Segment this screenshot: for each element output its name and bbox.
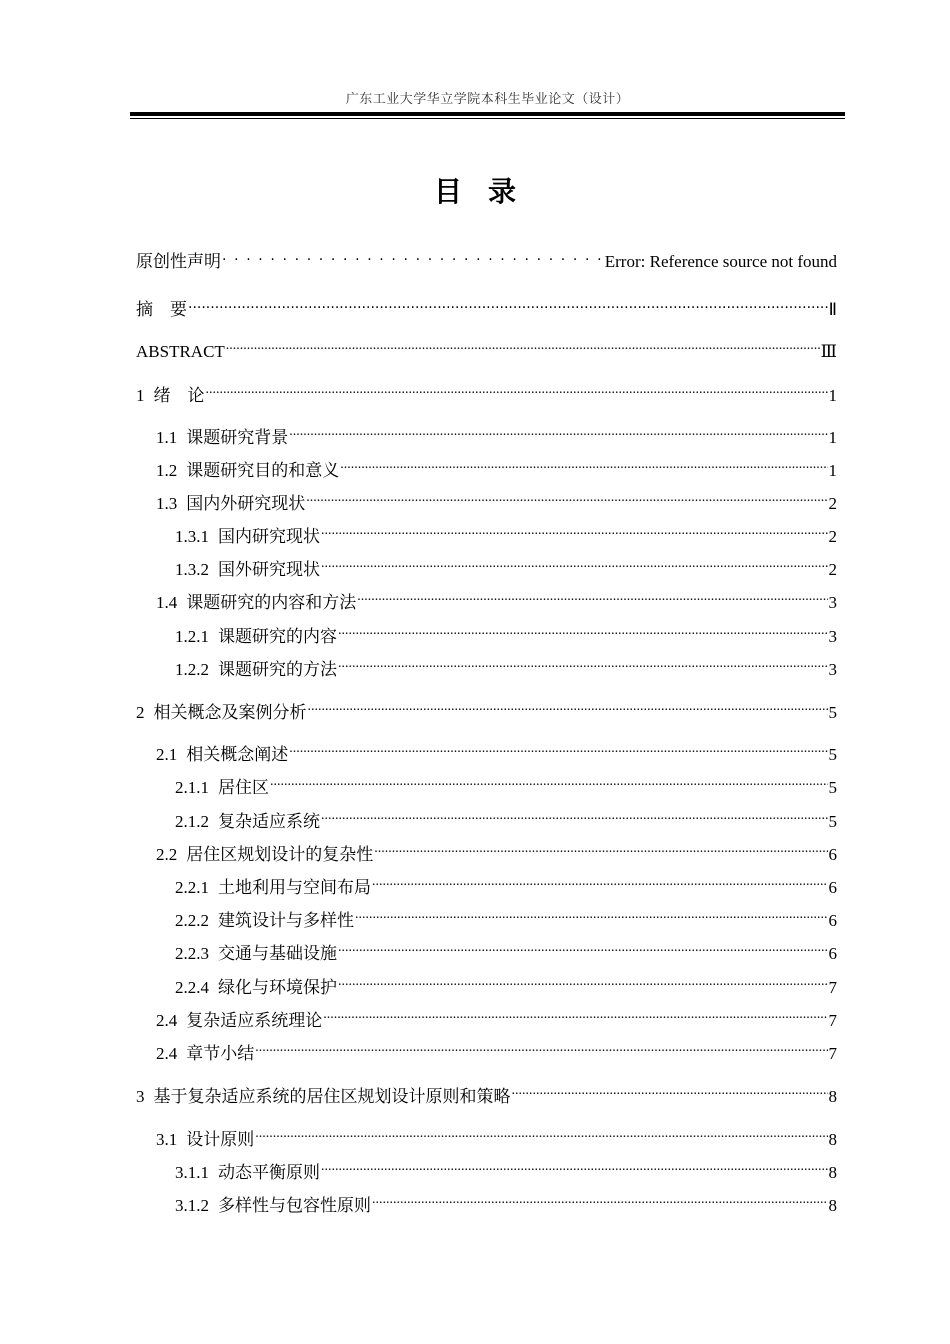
- toc-entry-text: 国内研究现状: [218, 527, 320, 546]
- dot-leader: [255, 1035, 827, 1059]
- toc-entry-2-2[interactable]: [156, 836, 837, 864]
- toc-entry-text: 居住区: [218, 778, 269, 797]
- dot-leader: [372, 869, 828, 893]
- dot-leader: [289, 419, 827, 443]
- toc-entry-number: 1.2.2: [175, 660, 209, 679]
- toc-entry-1-2[interactable]: [156, 452, 837, 480]
- toc-entry-number: 1: [136, 386, 145, 405]
- toc-entry-1-1[interactable]: [156, 419, 837, 447]
- toc-entry-1-3-2[interactable]: [175, 551, 837, 579]
- dot-leader: [188, 291, 828, 315]
- toc-entry-text: 多样性与包容性原则: [218, 1196, 371, 1215]
- toc-entry-2-1-2[interactable]: [175, 803, 837, 831]
- toc-entry-2-2-2[interactable]: [175, 902, 837, 931]
- toc-entry-page: 7: [828, 1044, 837, 1063]
- toc-entry-number: 2.4: [156, 1044, 178, 1063]
- toc-entry-text: 相关概念阐述: [186, 745, 289, 764]
- toc-entry-page: 6: [828, 878, 837, 897]
- toc-entry-number: 1.4: [156, 593, 178, 612]
- toc-entry-1-2-2[interactable]: [175, 651, 837, 679]
- toc-entry-number: 2.4: [156, 1011, 178, 1030]
- toc-entry-2-4-summary[interactable]: [156, 1035, 837, 1063]
- toc-entry-number: 1.1: [156, 428, 178, 447]
- toc-entry-3-1-1[interactable]: [175, 1154, 837, 1182]
- toc-entry-3-1[interactable]: [156, 1121, 837, 1149]
- toc-entry-text: ABSTRACT: [136, 342, 225, 361]
- toc-entry-text: 复杂适应系统理论: [186, 1011, 323, 1030]
- dot-leader: [321, 803, 828, 827]
- dot-leader: [355, 902, 828, 926]
- toc-entry-number: 1.2.1: [175, 627, 209, 646]
- toc-entry-page: 8: [828, 1163, 837, 1182]
- dot-leader: [323, 1002, 827, 1026]
- toc-entry-number: 2: [136, 703, 145, 722]
- toc-entry-page: 8: [828, 1196, 837, 1215]
- toc-entry-text: 基于复杂适应系统的居住区规划设计原则和策略: [153, 1087, 511, 1107]
- toc-entry-number: 3: [136, 1087, 145, 1106]
- toc-entry-text: 课题研究背景: [186, 428, 289, 447]
- toc-entry-page: 6: [828, 944, 837, 963]
- toc-entry-number: 2.1.1: [175, 778, 209, 797]
- toc-entry-chapter-2[interactable]: [136, 694, 837, 723]
- toc-entry-number: 3.1: [156, 1130, 178, 1149]
- toc-entry-chapter-1[interactable]: [136, 377, 837, 406]
- toc-entry-page: 3: [828, 660, 837, 679]
- toc-entry-page: 2: [828, 560, 837, 579]
- toc-entry-page: 1: [828, 461, 837, 480]
- toc-entry-page: 7: [828, 1011, 837, 1030]
- dot-leader: [270, 769, 828, 793]
- toc-entry-number: 2.1.2: [175, 812, 209, 831]
- toc-entry-text: 原创性声明: [136, 252, 221, 272]
- toc-entry-page: 5: [828, 703, 837, 722]
- toc-entry-text: 交通与基础设施: [218, 944, 337, 963]
- dot-leader: [289, 736, 827, 760]
- toc-entry-text: 国外研究现状: [218, 560, 320, 579]
- dot-leader: [206, 377, 828, 401]
- toc-entry-page: 8: [828, 1087, 837, 1106]
- toc-entry-number: 2.2.1: [175, 878, 209, 897]
- toc-entry-text: 绿化与环境保护: [218, 978, 337, 998]
- toc-entry-number: 2.2.2: [175, 911, 209, 930]
- toc-entry-chapter-3[interactable]: [136, 1078, 837, 1107]
- dot-leader: [222, 243, 604, 267]
- toc-entry-abstract-cn[interactable]: [136, 291, 837, 320]
- toc-entry-page: 3: [828, 593, 837, 612]
- toc-entry-2-1[interactable]: [156, 736, 837, 764]
- toc-entry-2-1-1[interactable]: [175, 769, 837, 797]
- toc-entry-text: 课题研究的内容: [218, 627, 337, 646]
- toc-entry-number: 3.1.1: [175, 1163, 209, 1182]
- toc-entry-text: 章节小结: [186, 1044, 255, 1063]
- toc-title: 目录: [433, 175, 542, 208]
- dot-leader: [338, 935, 828, 959]
- toc-entry-text: 课题研究的方法: [218, 660, 337, 679]
- toc-entry-text: 相关概念及案例分析: [153, 703, 307, 723]
- toc-entry-text: 设计原则: [186, 1130, 255, 1149]
- dot-leader: [374, 836, 827, 860]
- toc-entry-2-2-4[interactable]: [175, 969, 837, 998]
- toc-entry-number: 1.3: [156, 494, 178, 513]
- toc-entry-page: 2: [828, 494, 837, 513]
- toc-entry-1-4[interactable]: [156, 584, 837, 612]
- toc-entry-text: 课题研究的内容和方法: [186, 593, 357, 612]
- toc-entry-text: 绪 论: [153, 386, 205, 406]
- toc-entry-page: 5: [828, 812, 837, 831]
- dot-leader: [321, 518, 828, 542]
- dot-leader: [255, 1121, 827, 1145]
- toc-entry-page: 1: [828, 386, 837, 405]
- toc-entry-2-2-3[interactable]: [175, 935, 837, 963]
- dot-leader: [321, 1154, 828, 1178]
- toc-entry-page: 1: [828, 428, 837, 447]
- toc-entry-page: 6: [828, 911, 837, 930]
- dot-leader: [338, 969, 828, 993]
- dot-leader: [512, 1078, 828, 1102]
- toc-entry-1-3[interactable]: [156, 485, 837, 513]
- toc-entry-text: 建筑设计与多样性: [218, 911, 354, 931]
- toc-entry-page: 6: [828, 845, 837, 864]
- toc-entry-number: 2.1: [156, 745, 178, 764]
- toc-entry-2-4-theory[interactable]: [156, 1002, 837, 1030]
- toc-entry-number: 1.3.1: [175, 527, 209, 546]
- toc-entry-abstract-en[interactable]: [136, 333, 837, 361]
- dot-leader: [338, 651, 828, 675]
- toc-entry-number: 3.1.2: [175, 1196, 209, 1215]
- toc-entry-number: 2.2.4: [175, 978, 209, 997]
- toc-entry-number: 1.3.2: [175, 560, 209, 579]
- toc-entry-number: 2.2.3: [175, 944, 209, 963]
- toc-entry-page: 3: [828, 627, 837, 646]
- dot-leader: [321, 551, 828, 575]
- header-rule-thin: [130, 118, 845, 119]
- toc-entry-text: 国内外研究现状: [186, 494, 306, 513]
- toc-entry-text: 居住区规划设计的复杂性: [186, 845, 374, 864]
- dot-leader: [338, 618, 828, 642]
- toc-entry-page: Ⅱ: [828, 300, 837, 320]
- dot-leader: [308, 694, 828, 718]
- dot-leader: [306, 485, 827, 509]
- dot-leader: [340, 452, 827, 476]
- toc-entry-page: Ⅲ: [820, 342, 837, 361]
- dot-leader: [357, 584, 827, 608]
- toc-entry-3-1-2[interactable]: [175, 1187, 837, 1215]
- toc-entry-page: 5: [828, 745, 837, 764]
- toc-entry-1-3-1[interactable]: [175, 518, 837, 546]
- toc-entry-text: 土地利用与空间布局: [218, 878, 371, 898]
- toc-entry-text: 课题研究目的和意义: [186, 461, 340, 480]
- toc-entry-declaration[interactable]: [136, 243, 837, 272]
- toc-entry-text: 复杂适应系统: [218, 812, 320, 831]
- toc-entry-page: Error: Reference source not found: [604, 252, 837, 271]
- toc-entry-number: 1.2: [156, 461, 178, 480]
- dot-leader: [226, 333, 820, 357]
- toc-entry-text: 摘 要: [136, 300, 187, 320]
- toc-entry-text: 动态平衡原则: [218, 1163, 320, 1182]
- running-header: 广东工业大学华立学院本科生毕业论文（设计）: [345, 92, 630, 107]
- toc-entry-page: 5: [828, 778, 837, 797]
- toc-entry-page: 7: [828, 978, 837, 997]
- toc-entry-page: 2: [828, 527, 837, 546]
- toc-entry-2-2-1[interactable]: [175, 869, 837, 898]
- toc-entry-page: 8: [828, 1130, 837, 1149]
- dot-leader: [372, 1187, 828, 1211]
- header-rule-thick: [130, 112, 845, 116]
- toc-entry-number: 2.2: [156, 845, 178, 864]
- toc-entry-1-2-1[interactable]: [175, 618, 837, 646]
